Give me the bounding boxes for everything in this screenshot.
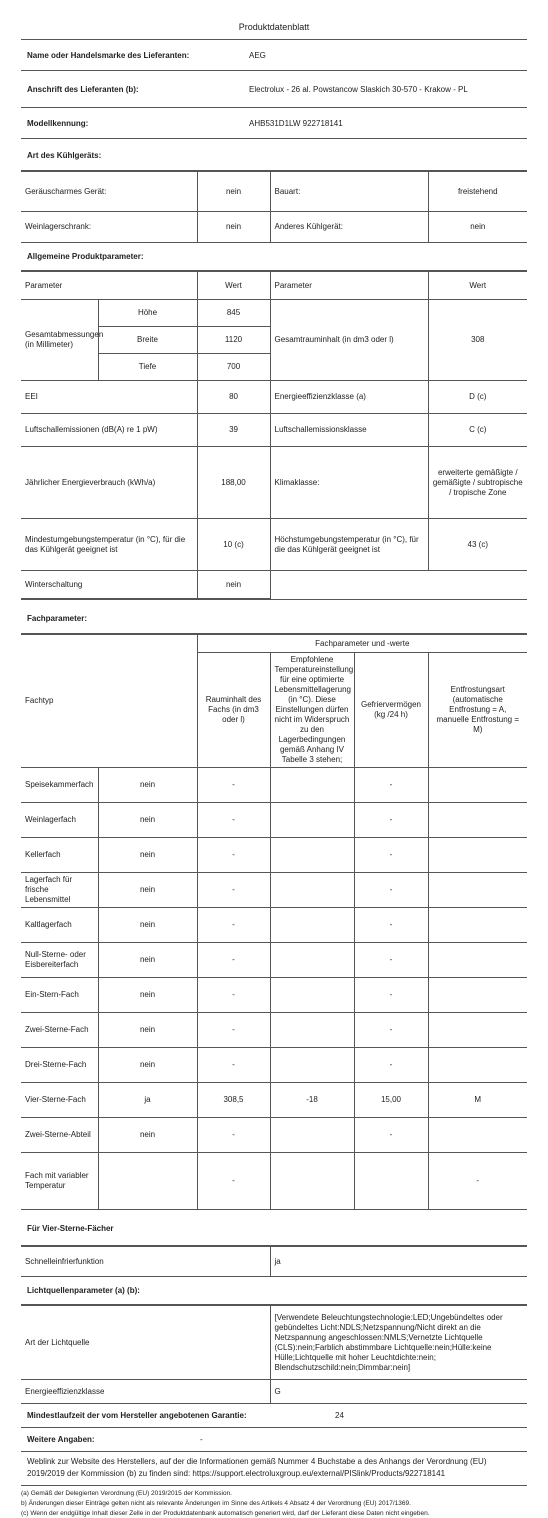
compartment-temp (270, 1153, 354, 1210)
wine-cabinet-value: nein (197, 212, 270, 243)
light-class-value: G (270, 1380, 527, 1404)
compartment-name: Speisekammerfach (21, 768, 98, 803)
wine-cabinet-label: Weinlagerschrank: (21, 212, 197, 243)
noise-row (21, 414, 527, 447)
compartment-temp (270, 1013, 354, 1048)
depth-label: Tiefe (98, 354, 197, 381)
compartment-row (21, 1118, 527, 1153)
min-temp-label: Mindestumgebungstemperatur (in °C), für die das Kühlgerät geeignet ist (21, 519, 197, 571)
eei-label: EEI (21, 381, 197, 414)
footnote: b) Änderungen dieser Einträge gelten nicht als relevante Änderungen im Sinne des Artikels 4 Absatz 4 der Verordnung (EU) 2017/1369. (21, 1499, 411, 1507)
compartment-row (21, 1083, 527, 1118)
compartment-name: Kaltlagerfach (21, 908, 98, 943)
compartment-name: Ein-Stern-Fach (21, 978, 98, 1013)
energy-class-value: D (c) (428, 381, 527, 414)
supplier-name-value: AEG (249, 50, 266, 60)
compartment-defrost (428, 803, 527, 838)
device-type-table (21, 171, 527, 243)
compartment-name: Zwei-Sterne-Fach (21, 1013, 98, 1048)
compartment-temp (270, 943, 354, 978)
compartment-volume: - (197, 873, 270, 908)
noise-class-value: C (c) (428, 414, 527, 447)
compartment-present: ja (98, 1083, 197, 1118)
max-temp-label: Höchstumgebungstemperatur (in °C), für die das Kühlgerät geeignet ist (270, 519, 428, 571)
footnote: (a) Gemäß der Delegierten Verordnung (EU) 2019/2015 der Kommission. (21, 1490, 232, 1498)
quick-freeze-table (21, 1246, 527, 1277)
compartment-row (21, 978, 527, 1013)
warranty-row (21, 1404, 527, 1428)
warranty-value: 24 (335, 1411, 344, 1420)
compartment-row (21, 838, 527, 873)
compartment-row (21, 1013, 527, 1048)
compartment-row (21, 908, 527, 943)
compartment-table (21, 634, 527, 1210)
empty-cell (270, 571, 527, 599)
compartment-volume: - (197, 978, 270, 1013)
model-label: Modellkennung: (27, 118, 89, 128)
weblink-text: Weblink zur Website des Herstellers, auf der die Informationen gemäß Nummer 4 Buchstabe a des Anhangs der Verordnung (EU) 2019/2019 der Kommission (b) zu finden sind: https://support.electroluxgroup.eu/external/PISlink/Products/922718141 (21, 1452, 527, 1486)
supplier-address-label: Anschrift des Lieferanten (b): (27, 84, 139, 94)
compartment-name: Drei-Sterne-Fach (21, 1048, 98, 1083)
compartment-present: nein (98, 943, 197, 978)
compartment-row (21, 768, 527, 803)
compartment-name: Lagerfach für frische Lebensmittel (21, 873, 98, 908)
width-value: 1120 (197, 327, 270, 354)
general-params-heading: Allgemeine Produktparameter: (21, 243, 527, 271)
compartment-freeze: - (354, 908, 428, 943)
annual-energy-value: 188,00 (197, 447, 270, 519)
compartment-row (21, 803, 527, 838)
light-class-row (21, 1380, 527, 1404)
winter-row (21, 571, 527, 599)
other-appliance-label: Anderes Kühlgerät: (270, 212, 428, 243)
quick-freeze-row (21, 1247, 527, 1277)
footnote: (c) Wenn der endgültige Inhalt dieser Zelle in der Produktdatenbank automatisch generiert wird, darf der Lieferant diese Daten nicht eingeben. (21, 1509, 430, 1517)
depth-value: 700 (197, 354, 270, 381)
compartment-defrost: - (428, 1153, 527, 1210)
model-row (21, 108, 527, 139)
compartment-defrost (428, 1048, 527, 1083)
other-appliance-value: nein (428, 212, 527, 243)
compartment-freeze: - (354, 1118, 428, 1153)
compartment-freeze: - (354, 873, 428, 908)
compartment-freeze: - (354, 978, 428, 1013)
value-header: Wert (197, 272, 270, 300)
further-info-row (21, 1428, 527, 1452)
quick-freeze-label: Schnelleinfrierfunktion (21, 1247, 270, 1277)
compartment-volume: 308,5 (197, 1083, 270, 1118)
compartment-defrost (428, 943, 527, 978)
compartment-defrost (428, 1013, 527, 1048)
compartment-temp (270, 1118, 354, 1153)
compartment-defrost (428, 873, 527, 908)
compartment-freeze: - (354, 943, 428, 978)
light-type-value: [Verwendete Beleuchtungstechnologie:LED;Ungebündeltes oder gebündeltes Licht:NDLS;Netzspannung/Nicht direkt an die Netzspannung angeschlossen:NMLS;Vernetzte Lichtquelle (CLS):nein;Farblich abstimmbare Lichtquelle:nein;Hülle:keine Hülle;Lichtquelle mit hoher Leuchtdichte:nein; Blendschutzschild:nein;Dimmbar:nein] (270, 1306, 527, 1380)
compartment-present: nein (98, 908, 197, 943)
supplier-name-row (21, 40, 527, 71)
compartment-name: Zwei-Sterne-Abteil (21, 1118, 98, 1153)
design-value: freistehend (428, 172, 527, 212)
low-noise-value: nein (197, 172, 270, 212)
dimensions-label: Gesamtabmessungen (in Millimeter) (21, 300, 98, 381)
min-temp-value: 10 (c) (197, 519, 270, 571)
four-star-heading: Für Vier-Sterne-Fächer (21, 1210, 527, 1246)
compartment-type-header: Fachtyp (21, 635, 197, 768)
param-header-2: Parameter (270, 272, 428, 300)
compartment-defrost-header: Entfrostungsart (automatische Entfrostung = A, manuelle Entfrostung = M) (428, 653, 527, 768)
compartment-defrost (428, 978, 527, 1013)
further-info-value: - (200, 1435, 203, 1444)
temperature-row (21, 519, 527, 571)
compartment-temp-header: Empfohlene Temperatureinstellung für eine optimierte Lebensmittellagerung (in °C). Diese Einstellungen dürfen nicht im Widerspruch zu den Lagerbedingungen gemäß Anhang IV Tabelle 3 stehen; (270, 653, 354, 768)
light-source-table (21, 1305, 527, 1404)
further-info-label: Weitere Angaben: (27, 1435, 95, 1444)
noise-class-label: Luftschallemissionsklasse (270, 414, 428, 447)
compartment-volume: - (197, 1048, 270, 1083)
low-noise-label: Geräuscharmes Gerät: (21, 172, 197, 212)
device-type-row (21, 212, 527, 243)
compartment-defrost (428, 838, 527, 873)
compartment-group-header: Fachparameter und -werte (197, 635, 527, 653)
compartment-volume: - (197, 803, 270, 838)
winter-value: nein (197, 571, 270, 599)
climate-class-value: erweiterte gemäßigte / gemäßigte / subtropische / tropische Zone (428, 447, 527, 519)
compartment-present (98, 1153, 197, 1210)
compartment-present: nein (98, 1118, 197, 1153)
value-header-2: Wert (428, 272, 527, 300)
device-type-row (21, 172, 527, 212)
compartment-temp (270, 978, 354, 1013)
compartment-row (21, 873, 527, 908)
light-source-heading: Lichtquellenparameter (a) (b): (21, 1277, 527, 1305)
light-type-row (21, 1306, 527, 1380)
climate-class-label: Klimaklasse: (270, 447, 428, 519)
annual-energy-label: Jährlicher Energieverbrauch (kWh/a) (21, 447, 197, 519)
model-value: AHB531D1LW 922718141 (249, 118, 343, 128)
compartment-volume: - (197, 1153, 270, 1210)
volume-value: 308 (428, 300, 527, 381)
supplier-address-value: Electrolux - 26 al. Powstancow Slaskich 30-570 - Krakow - PL (249, 84, 468, 94)
compartment-volume: - (197, 1118, 270, 1153)
compartment-heading: Fachparameter: (21, 599, 527, 634)
width-label: Breite (98, 327, 197, 354)
height-label: Höhe (98, 300, 197, 327)
compartment-volume: - (197, 943, 270, 978)
compartment-freeze-header: Gefriervermögen (kg /24 h) (354, 653, 428, 768)
compartment-volume: - (197, 768, 270, 803)
compartment-present: nein (98, 1013, 197, 1048)
eei-row (21, 381, 527, 414)
height-value: 845 (197, 300, 270, 327)
compartment-defrost: M (428, 1083, 527, 1118)
device-type-heading: Art des Kühlgeräts: (21, 139, 527, 171)
winter-label: Winterschaltung (21, 571, 197, 599)
compartment-volume: - (197, 1013, 270, 1048)
light-type-label: Art der Lichtquelle (21, 1306, 270, 1380)
compartment-temp (270, 908, 354, 943)
compartment-name: Weinlagerfach (21, 803, 98, 838)
warranty-label: Mindestlaufzeit der vom Hersteller angebotenen Garantie: (27, 1411, 247, 1420)
light-class-label: Energieeffizienzklasse (21, 1380, 270, 1404)
supplier-address-row (21, 71, 527, 108)
noise-label: Luftschallemissionen (dB(A) re 1 pW) (21, 414, 197, 447)
compartment-temp: -18 (270, 1083, 354, 1118)
compartment-temp (270, 803, 354, 838)
compartment-name: Null-Sterne- oder Eisbereiterfach (21, 943, 98, 978)
compartment-present: nein (98, 838, 197, 873)
compartment-freeze: - (354, 1013, 428, 1048)
general-header-row (21, 272, 527, 300)
compartment-temp (270, 838, 354, 873)
general-params-table (21, 271, 527, 599)
compartment-temp (270, 768, 354, 803)
compartment-name: Fach mit variabler Temperatur (21, 1153, 98, 1210)
energy-class-label: Energieeffizienzklasse (a) (270, 381, 428, 414)
compartment-rows (21, 768, 527, 1210)
compartment-freeze: 15,00 (354, 1083, 428, 1118)
page-title: Produktdatenblatt (21, 20, 527, 40)
compartment-freeze: - (354, 803, 428, 838)
compartment-present: nein (98, 873, 197, 908)
compartment-volume-header: Rauminhalt des Fachs (in dm3 oder l) (197, 653, 270, 768)
compartment-defrost (428, 1118, 527, 1153)
compartment-present: nein (98, 803, 197, 838)
compartment-row (21, 1048, 527, 1083)
compartment-present: nein (98, 1048, 197, 1083)
compartment-freeze: - (354, 768, 428, 803)
compartment-freeze: - (354, 838, 428, 873)
compartment-volume: - (197, 838, 270, 873)
design-label: Bauart: (270, 172, 428, 212)
compartment-freeze (354, 1153, 428, 1210)
product-data-sheet (21, 0, 527, 1518)
compartment-freeze: - (354, 1048, 428, 1083)
max-temp-value: 43 (c) (428, 519, 527, 571)
param-header: Parameter (21, 272, 197, 300)
quick-freeze-value: ja (270, 1247, 527, 1277)
compartment-group-row (21, 635, 527, 653)
supplier-name-label: Name oder Handelsmarke des Lieferanten: (27, 50, 190, 60)
compartment-present: nein (98, 978, 197, 1013)
compartment-name: Vier-Sterne-Fach (21, 1083, 98, 1118)
compartment-defrost (428, 908, 527, 943)
volume-label: Gesamtrauminhalt (in dm3 oder l) (270, 300, 428, 381)
noise-value: 39 (197, 414, 270, 447)
dims-row-height (21, 300, 527, 327)
compartment-row (21, 943, 527, 978)
compartment-volume: - (197, 908, 270, 943)
compartment-temp (270, 1048, 354, 1083)
energy-row (21, 447, 527, 519)
footnotes (21, 1486, 527, 1518)
compartment-defrost (428, 768, 527, 803)
compartment-name: Kellerfach (21, 838, 98, 873)
eei-value: 80 (197, 381, 270, 414)
compartment-present: nein (98, 768, 197, 803)
compartment-row (21, 1153, 527, 1210)
compartment-temp (270, 873, 354, 908)
